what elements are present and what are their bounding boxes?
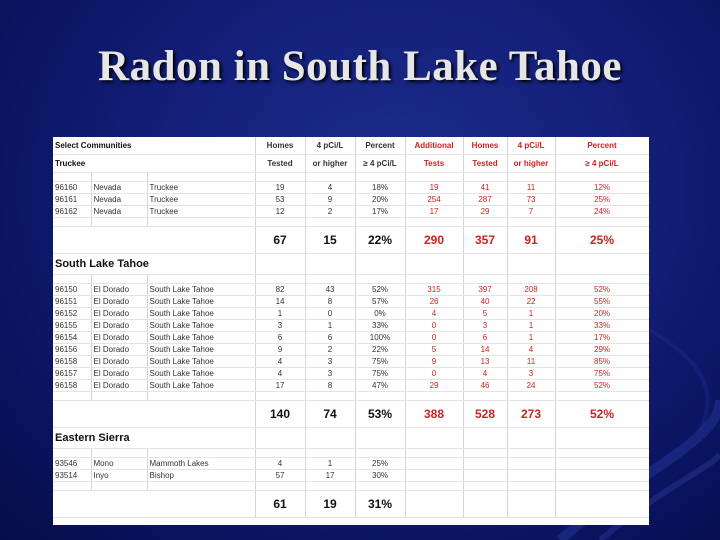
table-cell: 85% — [555, 356, 649, 368]
total-cell: 528 — [463, 401, 507, 428]
table-cell: 14 — [255, 296, 305, 308]
total-cell — [507, 491, 555, 518]
table-cell: 18% — [355, 182, 405, 194]
table-cell: El Dorado — [91, 380, 147, 392]
empty-cell — [91, 173, 147, 182]
table-cell: 73 — [507, 194, 555, 206]
empty-cell — [555, 482, 649, 491]
total-cell: 52% — [555, 401, 649, 428]
column-header: or higher — [305, 155, 355, 173]
table-cell: 8 — [305, 380, 355, 392]
empty-cell — [405, 254, 463, 275]
empty-cell — [405, 218, 463, 227]
section-header — [53, 428, 649, 449]
empty-cell — [555, 173, 649, 182]
total-cell: 67 — [255, 227, 305, 254]
total-cell: 91 — [507, 227, 555, 254]
empty-cell — [507, 482, 555, 491]
table-cell: 5 — [463, 308, 507, 320]
empty-cell — [53, 218, 91, 227]
table-cell: 22% — [355, 344, 405, 356]
table-cell: 3 — [305, 368, 355, 380]
empty-cell — [305, 218, 355, 227]
empty-cell — [255, 449, 305, 458]
empty-cell — [355, 254, 405, 275]
table-cell: 96156 — [53, 344, 91, 356]
table-cell: 1 — [305, 320, 355, 332]
empty-cell — [53, 449, 91, 458]
table-cell: South Lake Tahoe — [147, 332, 255, 344]
table-cell: 29 — [405, 380, 463, 392]
total-cell: 357 — [463, 227, 507, 254]
header-row — [53, 137, 649, 155]
table-row — [53, 194, 649, 206]
empty-cell — [147, 173, 255, 182]
total-cell — [555, 491, 649, 518]
column-header: Tested — [463, 155, 507, 173]
table-cell: 52% — [555, 380, 649, 392]
table-cell: 13 — [463, 356, 507, 368]
column-header: Tested — [255, 155, 305, 173]
empty-cell — [255, 392, 305, 401]
table-cell: 4 — [255, 368, 305, 380]
table-cell: 96154 — [53, 332, 91, 344]
empty-cell — [463, 449, 507, 458]
total-cell — [405, 491, 463, 518]
table-cell: 19 — [405, 182, 463, 194]
empty-cell — [255, 275, 305, 284]
empty-cell — [355, 392, 405, 401]
empty-cell — [507, 173, 555, 182]
table-cell: 96151 — [53, 296, 91, 308]
table-cell: 17 — [255, 380, 305, 392]
table-cell: 22 — [507, 296, 555, 308]
total-cell: 19 — [305, 491, 355, 518]
table-cell — [405, 470, 463, 482]
table-cell: 30% — [355, 470, 405, 482]
column-header: or higher — [507, 155, 555, 173]
table-cell: 57% — [355, 296, 405, 308]
column-header: 4 pCi/L — [507, 137, 555, 155]
table-row — [53, 368, 649, 380]
empty-cell — [147, 275, 255, 284]
totals-row — [53, 401, 649, 428]
empty-cell — [53, 275, 91, 284]
table-cell: 4 — [507, 344, 555, 356]
total-cell: 140 — [255, 401, 305, 428]
total-cell: 388 — [405, 401, 463, 428]
table-cell: 0 — [405, 320, 463, 332]
table-cell: 53 — [255, 194, 305, 206]
empty-cell — [405, 392, 463, 401]
table-cell: El Dorado — [91, 332, 147, 344]
table-cell: 96162 — [53, 206, 91, 218]
table-cell — [507, 458, 555, 470]
total-cell: 25% — [555, 227, 649, 254]
table-cell: 0% — [355, 308, 405, 320]
empty-cell — [355, 482, 405, 491]
table-cell: South Lake Tahoe — [147, 296, 255, 308]
slide-title: Radon in South Lake Tahoe — [98, 43, 622, 90]
table-cell: South Lake Tahoe — [147, 308, 255, 320]
table-cell: South Lake Tahoe — [147, 380, 255, 392]
table-cell: 75% — [555, 368, 649, 380]
total-cell: 22% — [355, 227, 405, 254]
table-cell: South Lake Tahoe — [147, 344, 255, 356]
table-row — [53, 470, 649, 482]
table-row — [53, 356, 649, 368]
table-cell: 208 — [507, 284, 555, 296]
table-cell: 55% — [555, 296, 649, 308]
empty-cell — [305, 392, 355, 401]
table-cell: 82 — [255, 284, 305, 296]
table-cell: 9 — [255, 344, 305, 356]
table-cell: Mono — [91, 458, 147, 470]
column-header: Homes — [463, 137, 507, 155]
empty-cell — [507, 449, 555, 458]
empty-cell — [405, 449, 463, 458]
empty-cell — [255, 254, 305, 275]
table-cell: 40 — [463, 296, 507, 308]
table-cell: 52% — [355, 284, 405, 296]
table-cell: 287 — [463, 194, 507, 206]
table-cell: 96152 — [53, 308, 91, 320]
table-cell: 25% — [555, 194, 649, 206]
table-cell: 2 — [305, 344, 355, 356]
table-cell: 6 — [305, 332, 355, 344]
spacer-row — [53, 392, 649, 401]
empty-cell — [53, 227, 255, 254]
table-row — [53, 206, 649, 218]
table-cell: 0 — [305, 308, 355, 320]
table-cell: 96158 — [53, 380, 91, 392]
empty-cell — [507, 275, 555, 284]
table-row — [53, 380, 649, 392]
table-cell: Truckee — [147, 194, 255, 206]
section-label: South Lake Tahoe — [53, 254, 255, 275]
empty-cell — [255, 482, 305, 491]
empty-cell — [91, 482, 147, 491]
table-cell: 2 — [305, 206, 355, 218]
table-cell: 4 — [255, 356, 305, 368]
table-cell: 96155 — [53, 320, 91, 332]
empty-cell — [507, 392, 555, 401]
group-label: Select Communities — [53, 137, 255, 155]
empty-cell — [147, 449, 255, 458]
total-cell: 15 — [305, 227, 355, 254]
empty-cell — [463, 254, 507, 275]
table-cell: El Dorado — [91, 368, 147, 380]
table-cell: Mammoth Lakes — [147, 458, 255, 470]
table-cell: 26 — [405, 296, 463, 308]
empty-cell — [355, 173, 405, 182]
table-cell: El Dorado — [91, 356, 147, 368]
table-cell: 3 — [463, 320, 507, 332]
table-cell: 20% — [355, 194, 405, 206]
empty-cell — [147, 392, 255, 401]
table-row — [53, 296, 649, 308]
table-cell: Truckee — [147, 206, 255, 218]
table-cell: 3 — [255, 320, 305, 332]
empty-cell — [305, 428, 355, 449]
table-cell: El Dorado — [91, 296, 147, 308]
table-cell: 4 — [463, 368, 507, 380]
table-cell — [405, 458, 463, 470]
table-cell: 96160 — [53, 182, 91, 194]
table-row — [53, 344, 649, 356]
column-header: Additional — [405, 137, 463, 155]
table-cell: 24 — [507, 380, 555, 392]
table-cell: 12 — [255, 206, 305, 218]
table-cell: 14 — [463, 344, 507, 356]
table-cell: 17% — [555, 332, 649, 344]
table-cell: 96157 — [53, 368, 91, 380]
empty-cell — [355, 218, 405, 227]
table-cell: 33% — [555, 320, 649, 332]
table-cell: 1 — [507, 308, 555, 320]
table-cell: 7 — [507, 206, 555, 218]
empty-cell — [53, 491, 255, 518]
table-cell: Bishop — [147, 470, 255, 482]
table-row — [53, 308, 649, 320]
table-cell: 1 — [507, 320, 555, 332]
table-cell: 17 — [305, 470, 355, 482]
totals-row — [53, 227, 649, 254]
table-cell: 96158 — [53, 356, 91, 368]
empty-cell — [555, 392, 649, 401]
empty-cell — [463, 218, 507, 227]
column-header: ≥ 4 pCi/L — [355, 155, 405, 173]
table-cell: 6 — [255, 332, 305, 344]
table-cell — [463, 458, 507, 470]
section-label: Truckee — [53, 155, 255, 173]
empty-cell — [507, 218, 555, 227]
table-cell: South Lake Tahoe — [147, 284, 255, 296]
table-cell: 315 — [405, 284, 463, 296]
empty-cell — [463, 482, 507, 491]
total-cell: 53% — [355, 401, 405, 428]
table-cell: 17 — [405, 206, 463, 218]
table-cell: El Dorado — [91, 320, 147, 332]
table-cell: South Lake Tahoe — [147, 320, 255, 332]
total-cell: 31% — [355, 491, 405, 518]
empty-cell — [53, 482, 91, 491]
spacer-row — [53, 275, 649, 284]
empty-cell — [305, 482, 355, 491]
empty-cell — [91, 449, 147, 458]
column-header: ≥ 4 pCi/L — [555, 155, 649, 173]
table-cell: 1 — [255, 308, 305, 320]
table-cell: 17% — [355, 206, 405, 218]
table-cell: 43 — [305, 284, 355, 296]
empty-cell — [147, 482, 255, 491]
table-cell: 9 — [405, 356, 463, 368]
empty-cell — [305, 173, 355, 182]
empty-cell — [463, 428, 507, 449]
spacer-row — [53, 173, 649, 182]
empty-cell — [507, 428, 555, 449]
table-cell: Nevada — [91, 206, 147, 218]
table-cell: 29% — [555, 344, 649, 356]
empty-cell — [53, 392, 91, 401]
empty-cell — [355, 449, 405, 458]
table-cell: 41 — [463, 182, 507, 194]
header-row — [53, 155, 649, 173]
table-cell: 75% — [355, 368, 405, 380]
empty-cell — [255, 218, 305, 227]
table-cell: 1 — [305, 458, 355, 470]
table-cell — [555, 470, 649, 482]
table-cell: El Dorado — [91, 284, 147, 296]
empty-cell — [53, 173, 91, 182]
table-cell: South Lake Tahoe — [147, 356, 255, 368]
column-header: Percent — [555, 137, 649, 155]
table-cell: Nevada — [91, 194, 147, 206]
table-cell: 46 — [463, 380, 507, 392]
column-header: 4 pCi/L — [305, 137, 355, 155]
table-row — [53, 320, 649, 332]
empty-cell — [405, 275, 463, 284]
table-cell: 5 — [405, 344, 463, 356]
empty-cell — [355, 428, 405, 449]
table-cell: 0 — [405, 368, 463, 380]
table-cell: 93546 — [53, 458, 91, 470]
table-cell: 24% — [555, 206, 649, 218]
table-cell: Nevada — [91, 182, 147, 194]
table-cell — [555, 458, 649, 470]
table-cell: 20% — [555, 308, 649, 320]
table-cell: 397 — [463, 284, 507, 296]
total-cell: 290 — [405, 227, 463, 254]
empty-cell — [463, 173, 507, 182]
table-cell: El Dorado — [91, 308, 147, 320]
empty-cell — [405, 428, 463, 449]
table-cell: 4 — [255, 458, 305, 470]
empty-cell — [255, 428, 305, 449]
table-cell — [463, 470, 507, 482]
empty-cell — [507, 254, 555, 275]
empty-cell — [147, 218, 255, 227]
table-cell: 8 — [305, 296, 355, 308]
empty-cell — [555, 218, 649, 227]
table-row — [53, 284, 649, 296]
empty-cell — [555, 449, 649, 458]
empty-cell — [91, 218, 147, 227]
empty-cell — [53, 401, 255, 428]
table-cell: 96161 — [53, 194, 91, 206]
table-cell: South Lake Tahoe — [147, 368, 255, 380]
table-cell: 96150 — [53, 284, 91, 296]
table-cell: 4 — [405, 308, 463, 320]
total-cell — [463, 491, 507, 518]
table-cell: 3 — [507, 368, 555, 380]
table-cell: Inyo — [91, 470, 147, 482]
table-cell: 25% — [355, 458, 405, 470]
table-cell: 52% — [555, 284, 649, 296]
table-cell: 254 — [405, 194, 463, 206]
section-label: Eastern Sierra — [53, 428, 255, 449]
empty-cell — [91, 392, 147, 401]
totals-row — [53, 491, 649, 518]
empty-cell — [405, 173, 463, 182]
table-cell: Truckee — [147, 182, 255, 194]
table-cell: 75% — [355, 356, 405, 368]
empty-cell — [91, 275, 147, 284]
table-cell: 11 — [507, 182, 555, 194]
empty-cell — [555, 428, 649, 449]
table-cell: 9 — [305, 194, 355, 206]
empty-cell — [305, 275, 355, 284]
total-cell: 273 — [507, 401, 555, 428]
empty-cell — [355, 275, 405, 284]
table-cell: 0 — [405, 332, 463, 344]
table-cell: 93514 — [53, 470, 91, 482]
spacer-row — [53, 218, 649, 227]
table-cell: 33% — [355, 320, 405, 332]
empty-cell — [555, 254, 649, 275]
section-header — [53, 254, 649, 275]
table-cell: El Dorado — [91, 344, 147, 356]
empty-cell — [255, 173, 305, 182]
empty-cell — [405, 482, 463, 491]
empty-cell — [463, 392, 507, 401]
table-cell: 1 — [507, 332, 555, 344]
total-cell: 74 — [305, 401, 355, 428]
total-cell: 61 — [255, 491, 305, 518]
table-cell — [507, 470, 555, 482]
table-cell: 29 — [463, 206, 507, 218]
table-row — [53, 458, 649, 470]
table-cell: 4 — [305, 182, 355, 194]
table-cell: 100% — [355, 332, 405, 344]
table-cell: 11 — [507, 356, 555, 368]
table-cell: 3 — [305, 356, 355, 368]
spacer-row — [53, 449, 649, 458]
empty-cell — [305, 254, 355, 275]
column-header: Homes — [255, 137, 305, 155]
table-cell: 19 — [255, 182, 305, 194]
radon-table — [53, 137, 649, 525]
empty-cell — [463, 275, 507, 284]
table-cell: 6 — [463, 332, 507, 344]
table-row — [53, 332, 649, 344]
column-header: Percent — [355, 137, 405, 155]
table-cell: 57 — [255, 470, 305, 482]
empty-cell — [305, 449, 355, 458]
table-cell: 12% — [555, 182, 649, 194]
column-header: Tests — [405, 155, 463, 173]
table-cell: 47% — [355, 380, 405, 392]
empty-cell — [555, 275, 649, 284]
spacer-row — [53, 482, 649, 491]
table-row — [53, 182, 649, 194]
